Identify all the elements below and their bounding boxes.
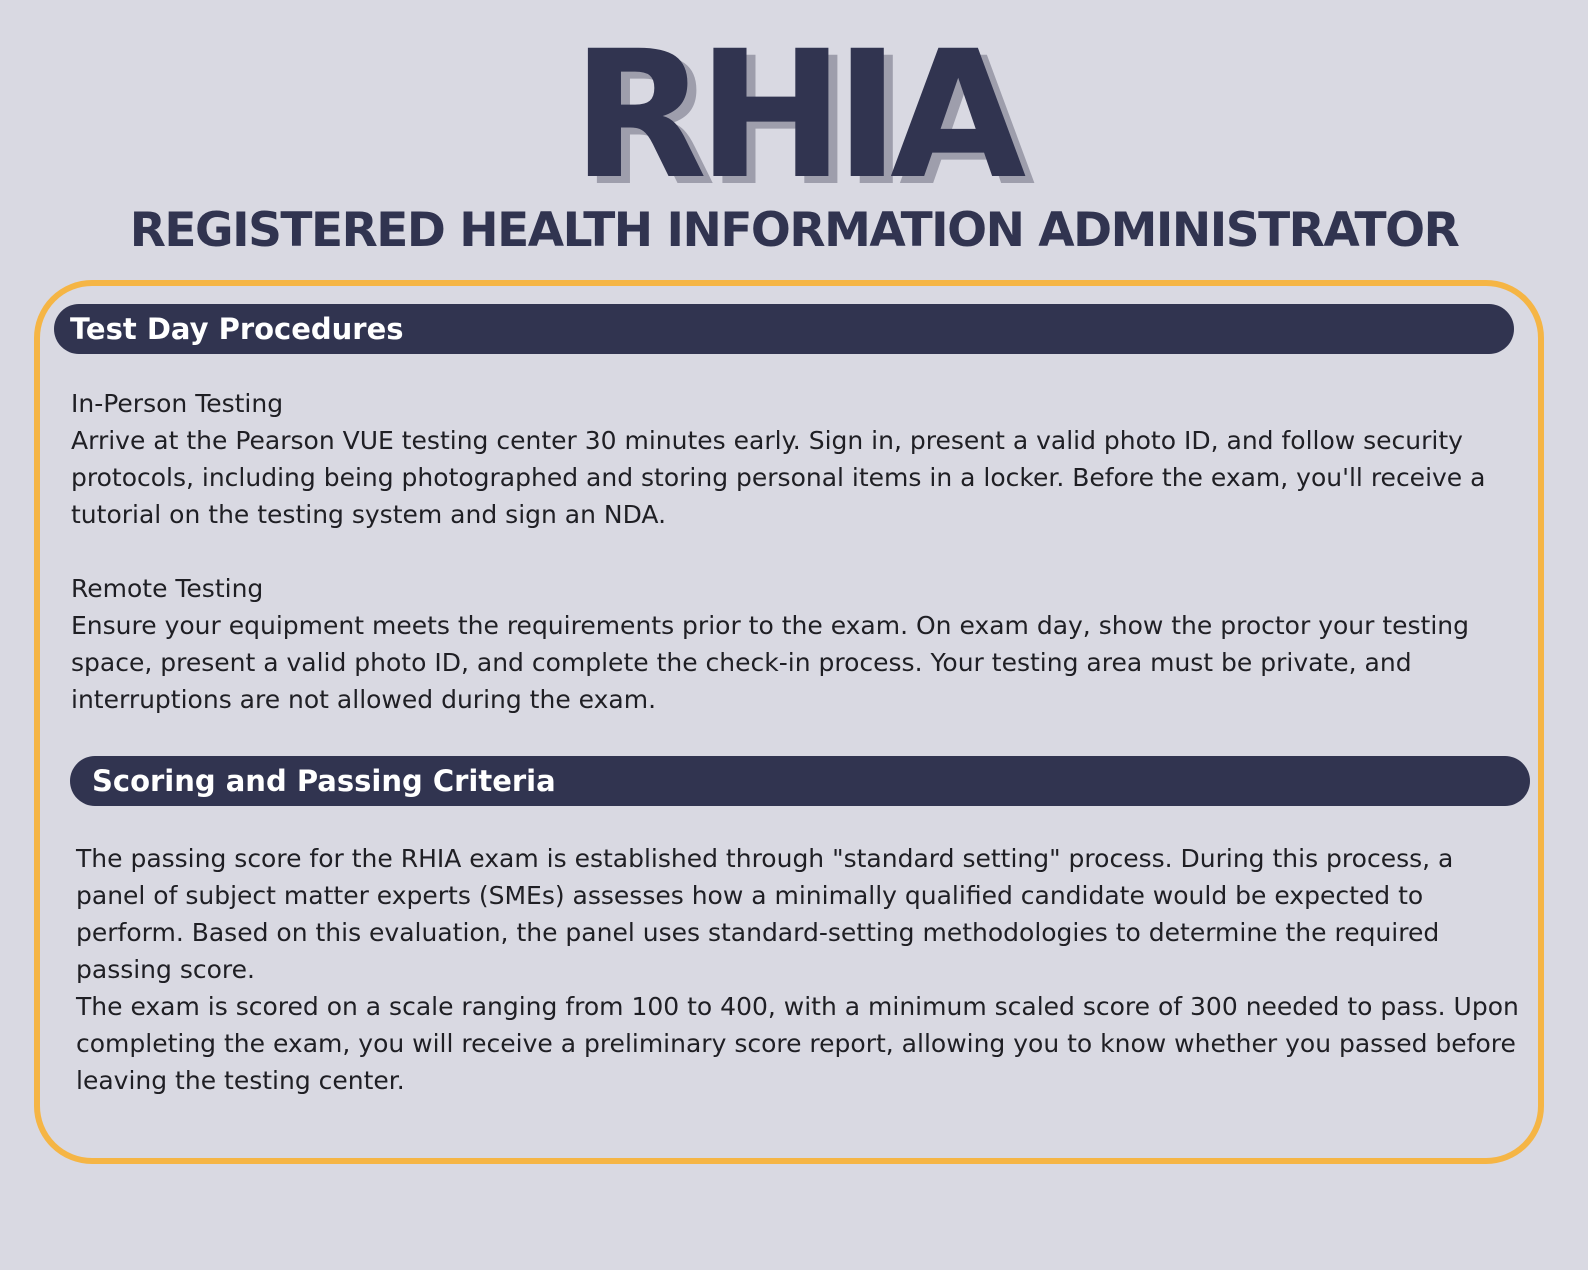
scoring-paragraph-standard-setting: The passing score for the RHIA exam is established through "standard setting" process. During this process, a panel of subject matter experts (SMEs) assesses how a minimally qualified candidate would be expected to perform. Based on this evaluation, the panel uses standard-setting methodologies to determine the required passing score. [76, 844, 1454, 984]
section-header-scoring: Scoring and Passing Criteria [70, 756, 1530, 806]
scoring-paragraph-scale: The exam is scored on a scale ranging from 100 to 400, with a minimum scaled score of 300 needed to pass. Upon completing the exam, you will receive a preliminary score report, allowing you to know whether you passed before leaving the testing center. [76, 992, 1519, 1095]
in-person-testing-title: In-Person Testing [71, 389, 284, 418]
section-header-test-day: Test Day Procedures [54, 304, 1514, 354]
in-person-testing-block [71, 385, 1511, 533]
remote-testing-body: Ensure your equipment meets the requirements prior to the exam. On exam day, show the proctor your testing space, present a valid photo ID, and complete the check-in process. Your testing area must be private, and interruptions are not allowed during the exam. [71, 611, 1470, 714]
page-title: RHIA [571, 13, 1017, 218]
remote-testing-block [71, 570, 1511, 718]
scoring-block [76, 840, 1526, 1099]
in-person-testing-body: Arrive at the Pearson VUE testing center 30 minutes early. Sign in, present a valid photo ID, and follow security protocols, including being photographed and storing personal items in a locker. Before the exam, you'll receive a tutorial on the testing system and sign an NDA. [71, 426, 1486, 529]
remote-testing-title: Remote Testing [71, 574, 264, 603]
page-subtitle: REGISTERED HEALTH INFORMATION ADMINISTRATOR [129, 203, 1459, 258]
